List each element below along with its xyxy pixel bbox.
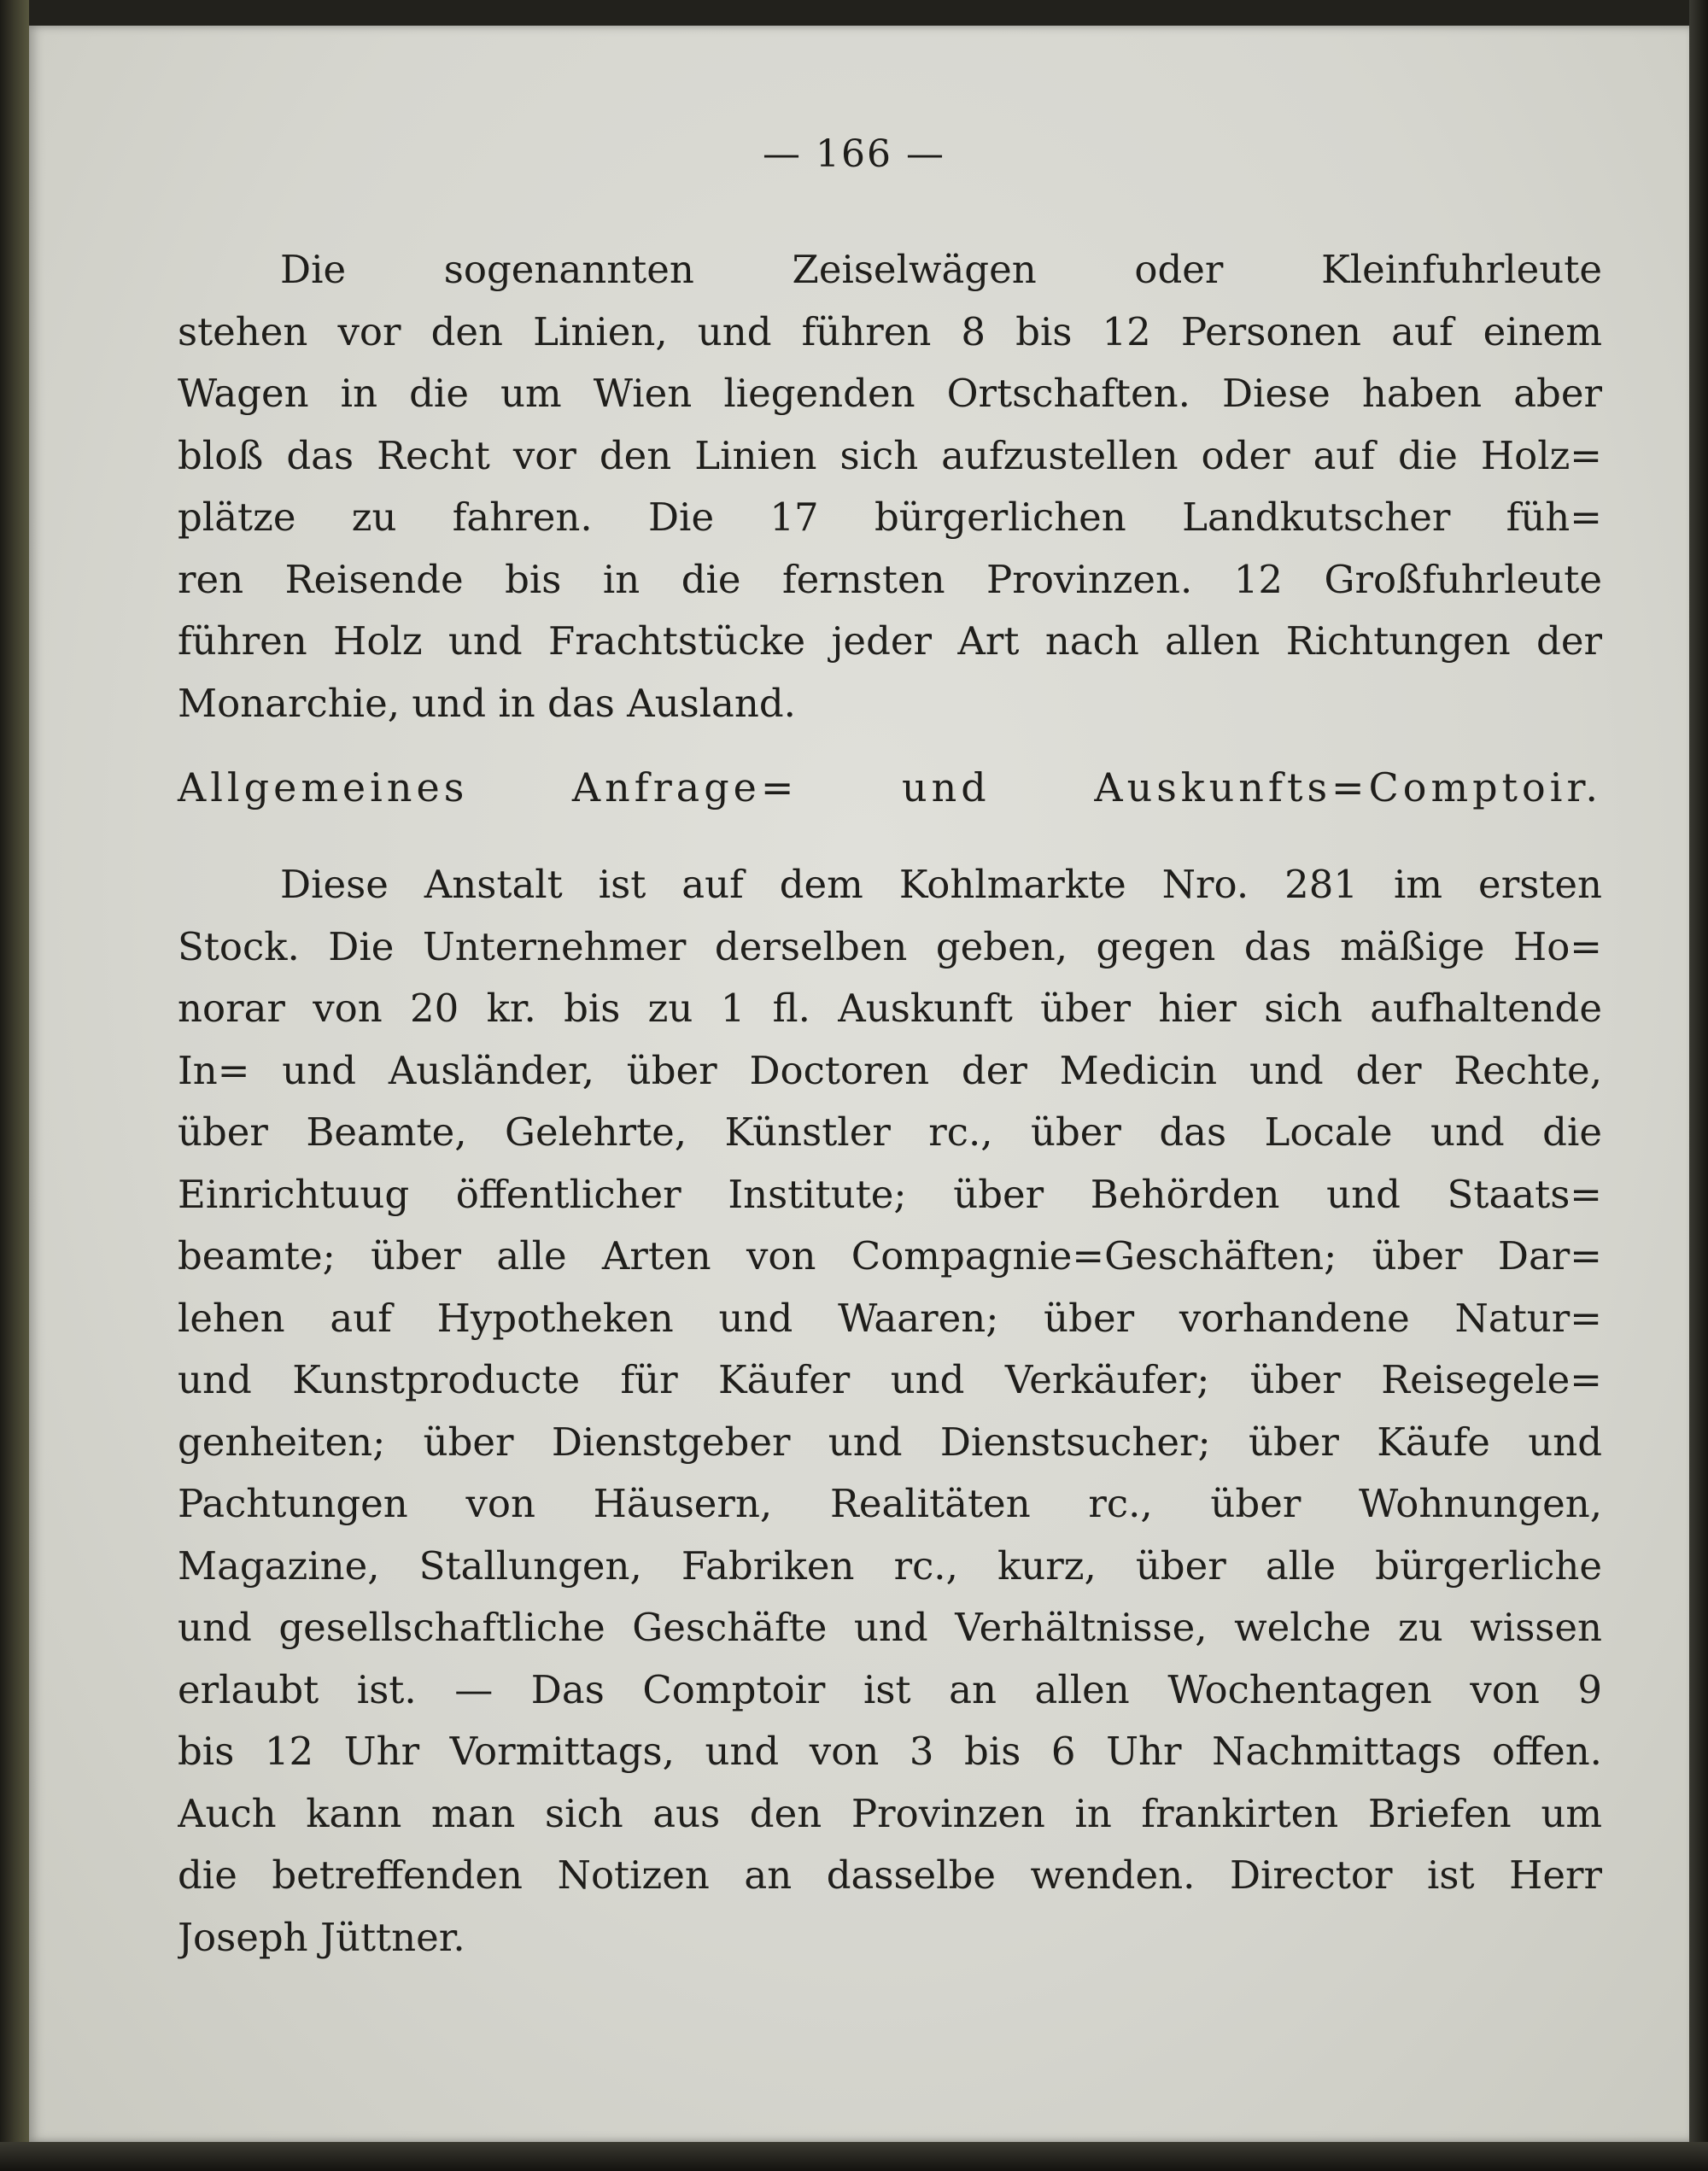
page-number: — 166 —	[763, 132, 945, 176]
text-line: plätze zu fahren. Die 17 bürgerlichen Landkutscher füh=	[178, 494, 1602, 540]
text-line: genheiten; über Dienstgeber und Dienstsucher; über Käufe und	[178, 1419, 1602, 1465]
text-line: bloß das Recht vor den Linien sich aufzustellen oder auf die Holz=	[178, 432, 1602, 478]
text-line: bis 12 Uhr Vormittags, und von 3 bis 6 Uhr Nachmittags offen.	[178, 1729, 1602, 1774]
text-line: führen Holz und Frachtstücke jeder Art nach allen Richtungen der	[178, 618, 1602, 664]
text-line: Diese Anstalt ist auf dem Kohlmarkte Nro. 281 im ersten	[280, 862, 1602, 907]
text-line: Magazine, Stallungen, Fabriken rc., kurz, über alle bürgerliche	[178, 1542, 1602, 1589]
paragraph-comptoir	[178, 854, 1602, 1969]
text-line: In= und Ausländer, über Doctoren der Medicin und der Rechte,	[178, 1047, 1602, 1093]
text-line: Joseph Jüttner.	[178, 1914, 465, 1960]
text-line: Die sogenannten Zeiselwägen oder Kleinfuhrleute	[280, 247, 1602, 292]
text-line: ren Reisende bis in die fernsten Provinzen. 12 Großfuhrleute	[178, 556, 1602, 602]
text-line: Wagen in die um Wien liegenden Ortschaften. Diese haben aber	[178, 371, 1602, 416]
text-line: die betreffenden Notizen an dasselbe wenden. Director ist Herr	[178, 1852, 1602, 1898]
text-line: und Kunstproducte für Käufer und Verkäufer; über Reisegele=	[178, 1357, 1602, 1402]
text-line: und gesellschaftliche Geschäfte und Verhältnisse, welche zu wissen	[178, 1605, 1602, 1650]
text-line: Einrichtuug öffentlicher Institute; über Behörden und Staats=	[178, 1171, 1602, 1217]
paragraph-transport	[178, 239, 1602, 734]
text-line: Pachtungen von Häusern, Realitäten rc., über Wohnungen,	[178, 1481, 1602, 1526]
book-spine-edge	[0, 0, 29, 2171]
text-line: Stock. Die Unternehmer derselben geben, gegen das mäßige Ho=	[178, 923, 1602, 969]
bottom-page-shadow	[0, 2142, 1708, 2171]
text-line: stehen vor den Linien, und führen 8 bis 12 Personen auf einem	[178, 308, 1602, 354]
text-line: Auch kann man sich aus den Provinzen in frankirten Briefen um	[178, 1790, 1602, 1836]
section-heading: Allgemeines Anfrage= und Auskunfts=Comptoir.	[178, 764, 1602, 810]
text-line: erlaubt ist. — Das Comptoir ist an allen Wochentagen von 9	[178, 1666, 1602, 1712]
text-line: norar von 20 kr. bis zu 1 fl. Auskunft über hier sich aufhaltende	[178, 986, 1602, 1031]
text-line: lehen auf Hypotheken und Waaren; über vorhandene Natur=	[178, 1295, 1602, 1341]
text-line: beamte; über alle Arten von Compagnie=Geschäften; über Dar=	[178, 1233, 1602, 1279]
text-line: über Beamte, Gelehrte, Künstler rc., über das Locale und die	[178, 1109, 1602, 1155]
text-line: Monarchie, und in das Ausland.	[178, 680, 796, 726]
right-page-shadow	[1689, 0, 1708, 2171]
